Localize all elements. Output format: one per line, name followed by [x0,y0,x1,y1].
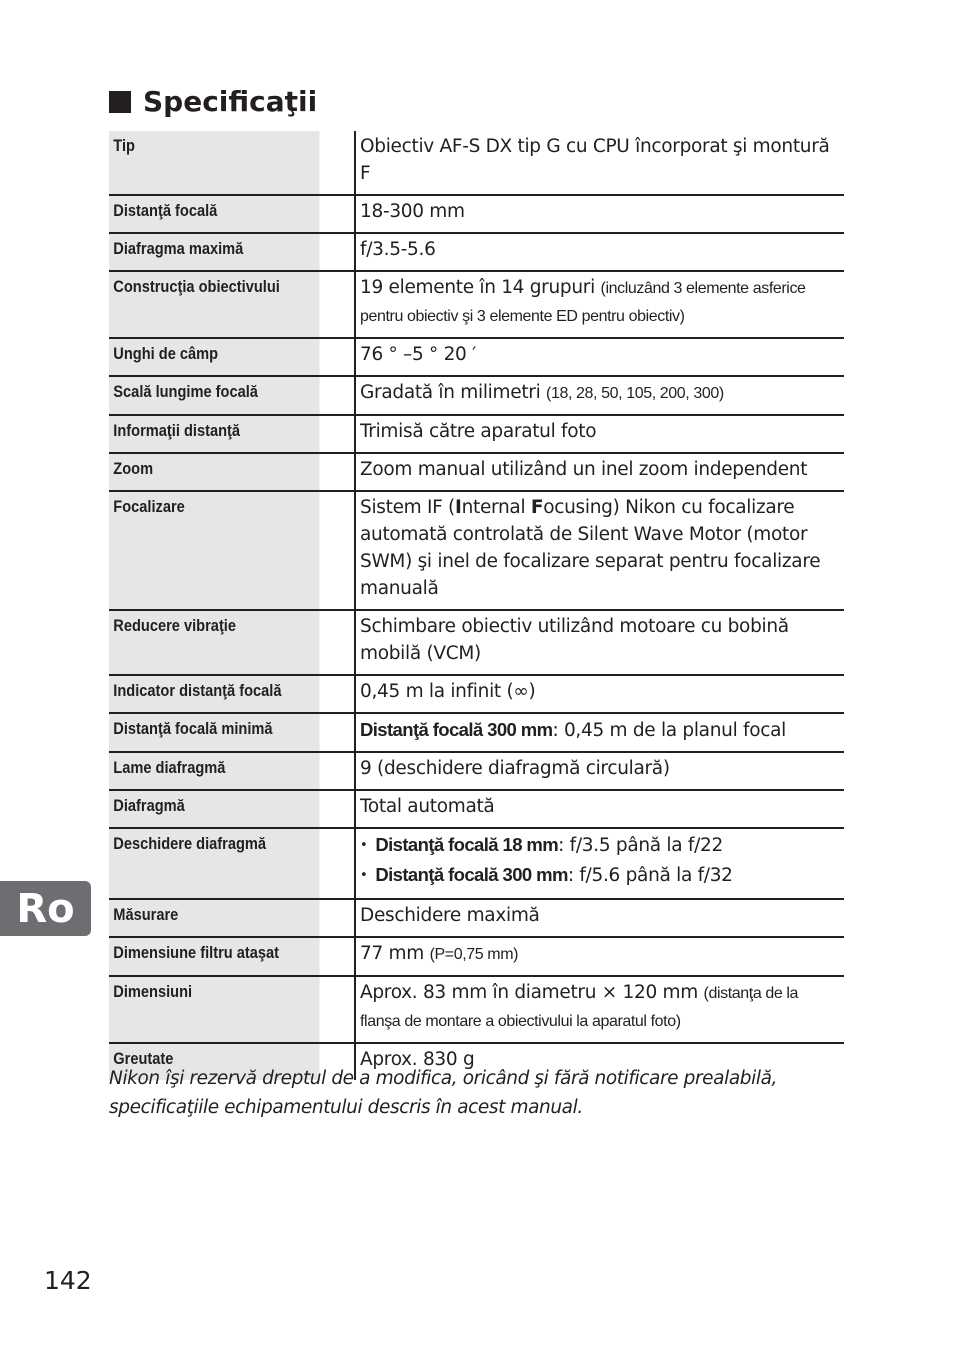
spec-row-distance-indicator [109,675,844,713]
spec-value: Sistem IF (Internal Focusing) Nikon cu focalizare automată controlată de Silent Wave Motor (motor SWM) şi inel de focalizare separat pentru focalizare manuală [355,491,844,610]
spec-value [355,828,844,899]
disclaimer-note: Nikon îşi rezervă dreptul de a modifica, oricând şi fără notificare prealabilă, specificaţiile echipamentului descris în acest manual. [109,1068,778,1118]
spec-row-min-focus-distance [109,713,844,752]
language-tab [0,881,91,936]
spec-row-lens-construction [109,271,844,338]
spec-row-angle-of-view [109,338,844,376]
spec-value: Gradată în milimetri (18, 28, 50, 105, 200, 300) [355,376,844,415]
spec-label: Reducere vibraţie [109,610,321,675]
spec-row-aperture-range [109,828,844,899]
spec-row-distance-info [109,415,844,453]
spec-label: Distanţă focală minimă [109,713,321,752]
spec-value: Obiectiv AF-S DX tip G cu CPU încorporat şi montură F [355,131,844,195]
spec-label: Indicator distanţă focală [109,675,321,713]
square-bullet-icon [109,91,131,113]
spec-row-type [109,131,844,195]
spec-value: Trimisă către aparatul foto [355,415,844,453]
spec-value: 18-300 mm [355,195,844,233]
spec-row-dimensions [109,976,844,1043]
spec-value: Schimbare obiectiv utilizând motoare cu bobină mobilă (VCM) [355,610,844,675]
spec-value: 76 ° –5 ° 20 ′ [355,338,844,376]
spec-label: Dimensiune filtru ataşat [109,937,321,976]
list-item: • Distanţă focală 18 mm: f/3.5 până la f/22 [360,831,840,861]
spec-label: Măsurare [109,899,321,937]
spec-label: Unghi de câmp [109,338,321,376]
spec-value: Aprox. 83 mm în diametru × 120 mm (distanţa de la flanşa de montare a obiectivului la aparatul foto) [355,976,844,1043]
spec-label: Focalizare [109,491,321,610]
spec-row-focal-length [109,195,844,233]
spec-label: Greutate [109,1043,321,1080]
spec-label: Diafragmă [109,790,321,828]
spec-row-max-aperture [109,233,844,271]
spec-row-metering [109,899,844,937]
list-item: • Distanţă focală 300 mm: f/5.6 până la f/32 [360,861,840,891]
spec-label: Lame diafragmă [109,752,321,790]
spec-value: 0,45 m la infinit (∞) [355,675,844,713]
section-heading [109,84,317,120]
spec-label: Dimensiuni [109,976,321,1043]
spec-label: Zoom [109,453,321,491]
spec-value: Distanţă focală 300 mm: 0,45 m de la planul focal [355,713,844,752]
specifications-table [109,131,844,1080]
spec-label: Construcţia obiectivului [109,271,321,338]
spec-row-focusing [109,491,844,610]
page-number: 142 [44,1266,92,1295]
spec-value: 77 mm (P=0,75 mm) [355,937,844,976]
spec-value: Zoom manual utilizând un inel zoom independent [355,453,844,491]
spec-value: Total automată [355,790,844,828]
spec-label: Informaţii distanţă [109,415,321,453]
spec-label: Scală lungime focală [109,376,321,415]
spec-row-vibration-reduction [109,610,844,675]
spec-row-focal-scale [109,376,844,415]
aperture-list [360,831,840,891]
spec-value: 9 (deschidere diafragmă circulară) [355,752,844,790]
section-title: Specificaţii [143,85,318,118]
spec-label: Distanţă focală [109,195,321,233]
spec-label: Tip [109,131,321,195]
spec-label: Deschidere diafragmă [109,828,321,899]
spec-row-diaphragm [109,790,844,828]
spec-row-diaphragm-blades [109,752,844,790]
language-tab-label: Ro [16,885,75,932]
spec-value: Deschidere maximă [355,899,844,937]
spec-value: Aprox. 830 g [360,1049,475,1070]
spec-value: 19 elemente în 14 grupuri (incluzând 3 elemente asferice pentru obiectiv şi 3 elemente ED pentru obiectiv) [355,271,844,338]
spec-value: f/3.5-5.6 [355,233,844,271]
spec-row-zoom [109,453,844,491]
spec-label: Diafragma maximă [109,233,321,271]
spec-row-filter-size [109,937,844,976]
